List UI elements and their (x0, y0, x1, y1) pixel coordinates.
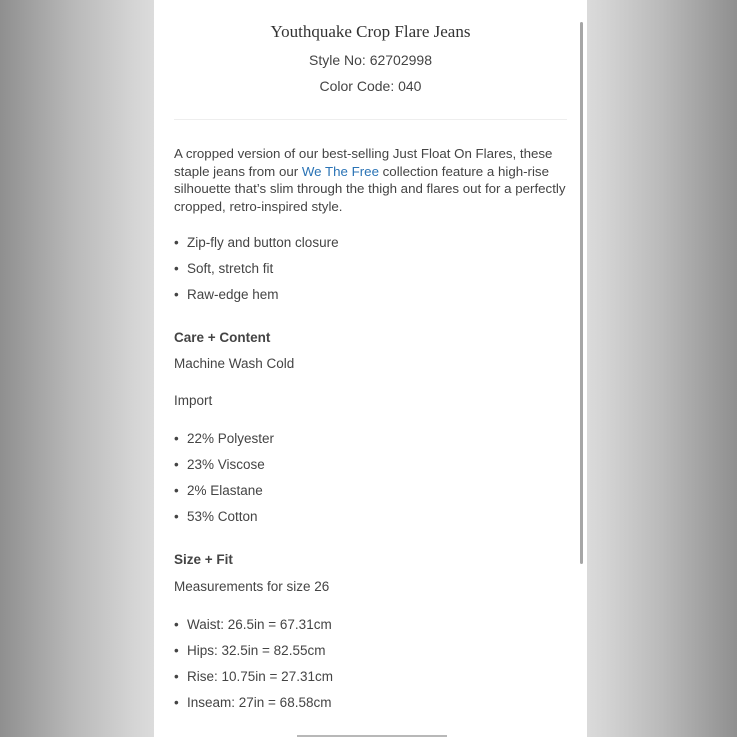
feature-text: Zip-fly and button closure (187, 235, 339, 250)
list-item (174, 456, 274, 482)
bullet-icon: • (174, 235, 179, 250)
material-text: 53% Cotton (187, 509, 258, 524)
material-list (174, 430, 274, 534)
material-text: 2% Elastane (187, 483, 263, 498)
product-description (174, 145, 570, 215)
header-divider (174, 119, 567, 120)
bullet-icon: • (174, 643, 179, 658)
bullet-icon: • (174, 431, 179, 446)
measurements-label: Measurements for size 26 (174, 579, 330, 594)
color-code: Color Code: 040 (319, 78, 422, 94)
description-text-end: collection feature a high-rise silhouette that’s slim through the thigh and flares out for a perfectly cropped, retro-inspired style. (174, 163, 566, 214)
scrollbar[interactable] (580, 22, 583, 564)
material-text: 23% Viscose (187, 457, 265, 472)
measurement-text: Waist: 26.5in = 67.31cm (187, 617, 332, 632)
we-the-free-link[interactable]: We The Free (301, 163, 379, 179)
list-item (174, 694, 333, 720)
bullet-icon: • (174, 457, 179, 472)
bullet-icon: • (174, 617, 179, 632)
care-content-heading: Care + Content (174, 330, 271, 345)
bullet-icon: • (174, 669, 179, 684)
measurement-text: Rise: 10.75in = 27.31cm (187, 669, 333, 684)
feature-text: Raw-edge hem (187, 287, 279, 302)
size-fit-heading: Size + Fit (174, 552, 233, 567)
list-item (174, 482, 274, 508)
product-title: Youthquake Crop Flare Jeans (270, 22, 471, 41)
feature-list (174, 234, 339, 312)
product-details-panel (154, 0, 587, 737)
list-item (174, 260, 339, 286)
measurement-text: Inseam: 27in = 68.58cm (187, 695, 332, 710)
list-item (174, 430, 274, 456)
bullet-icon: • (174, 261, 179, 276)
bullet-icon: • (174, 483, 179, 498)
style-number: Style No: 62702998 (309, 52, 432, 68)
measurement-text: Hips: 32.5in = 82.55cm (187, 643, 326, 658)
list-item (174, 286, 339, 312)
list-item (174, 668, 333, 694)
bullet-icon: • (174, 509, 179, 524)
bullet-icon: • (174, 695, 179, 710)
measurement-list (174, 616, 333, 720)
description-text-start: A cropped version of our best-selling Just Float On Flares, these staple jeans from our (174, 146, 553, 179)
wash-instructions: Machine Wash Cold (174, 356, 295, 371)
list-item (174, 234, 339, 260)
list-item (174, 616, 333, 642)
list-item (174, 508, 274, 534)
material-text: 22% Polyester (187, 431, 275, 446)
feature-text: Soft, stretch fit (187, 261, 274, 276)
import-label: Import (174, 393, 213, 408)
list-item (174, 642, 333, 668)
bullet-icon: • (174, 287, 179, 302)
